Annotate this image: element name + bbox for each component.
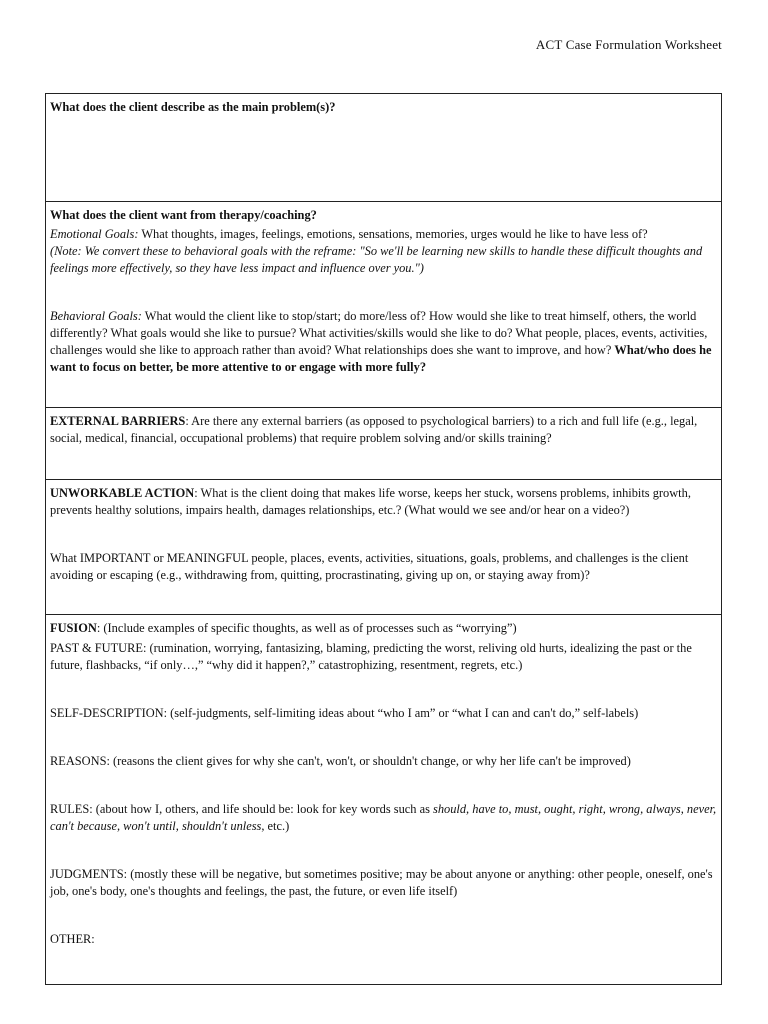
emotional-goals-label: Emotional Goals: (50, 227, 139, 241)
main-problem-question: What does the client describe as the main problem(s)? (50, 100, 336, 114)
fusion-label: FUSION (50, 621, 97, 635)
external-barriers-paragraph (50, 413, 717, 447)
fusion-intro: : (Include examples of specific thoughts, as well as of processes such as “worrying”) (96, 621, 517, 635)
section-fusion (46, 615, 721, 984)
behavioral-goals-text: What would the client like to stop/start; do more/less of? How would she like to treat himself, others, the world differently? What goals would she like to pursue? What activities/skills would she like to do? What people, places, events, activities, challenges would she like to approach rather than avoid? What relationships does she want to improve, and how? (50, 309, 708, 357)
other-label: OTHER: (50, 932, 95, 946)
unworkable-action-paragraph (50, 485, 717, 519)
rules-prefix: RULES: (about how I, others, and life should be: look for key words such as (50, 802, 434, 816)
fusion-paragraph (50, 620, 717, 637)
rules-keywords: should, have to, must, ought, right, wrong, always, never, can't because, won't until, shouldn't unless (50, 802, 717, 833)
unworkable-action-text: : What is the client doing that makes life worse, keeps her stuck, worsens problems, inhibits growth, prevents healthy solutions, impairs health, damages relationships, etc.? (What would we see and/or hear on a video?) (50, 486, 691, 517)
behavioral-goals-label: Behavioral Goals: (50, 309, 142, 323)
judgments-paragraph: JUDGMENTS: (mostly these will be negative, but sometimes positive; may be about anyone or anything: other people, oneself, one's job, one's body, one's thoughts and feelings, the past, the future, or even life itself) (50, 867, 713, 898)
section-external-barriers (46, 408, 721, 480)
behavioral-goals-paragraph (50, 308, 717, 376)
emotional-goals-paragraph (50, 226, 717, 243)
worksheet-title: ACT Case Formulation Worksheet (535, 37, 722, 52)
worksheet-table (45, 93, 722, 985)
therapy-goals-question: What does the client want from therapy/coaching? (50, 208, 317, 222)
section-unworkable-action (46, 480, 721, 615)
external-barriers-text: : Are there any external barriers (as opposed to psychological barriers) to a rich and full life (e.g., legal, social, medical, financial, occupational problems) that require problem solving and/or skills training? (50, 414, 698, 445)
section-main-problem (46, 94, 721, 202)
self-description-paragraph: SELF-DESCRIPTION: (self-judgments, self-limiting ideas about “who I am” or “what I can and can't do,” self-labels) (50, 706, 639, 720)
section-therapy-goals (46, 202, 721, 408)
emotional-goals-note: (Note: We convert these to behavioral goals with the reframe: "So we'll be learning new skills to handle these difficult thoughts and feelings more effectively, so they have less impact and influence over you.") (50, 244, 703, 275)
external-barriers-label: EXTERNAL BARRIERS (50, 414, 186, 428)
emotional-goals-text: What thoughts, images, feelings, emotions, sensations, memories, urges would he like to have less of? (138, 227, 648, 241)
behavioral-goals-bold: What/who does he want to focus on better, be more attentive to or engage with more fully? (50, 343, 712, 374)
reasons-paragraph: REASONS: (reasons the client gives for why she can't, won't, or shouldn't change, or why her life can't be improved) (50, 754, 631, 768)
important-avoidance-paragraph: What IMPORTANT or MEANINGFUL people, places, events, activities, situations, goals, problems, and challenges is the client avoiding or escaping (e.g., withdrawing from, quitting, procrastinating, giving up on, or staying away from)? (50, 551, 689, 582)
rules-suffix: , etc.) (261, 819, 290, 833)
unworkable-action-label: UNWORKABLE ACTION (50, 486, 195, 500)
rules-paragraph (50, 801, 717, 835)
past-future-paragraph: PAST & FUTURE: (rumination, worrying, fantasizing, blaming, predicting the worst, reliving old hurts, idealizing the past or the future, flashbacks, “if only…,” “why did it happen?,” catastrophizing, resentment, regrets, etc.) (50, 641, 692, 672)
